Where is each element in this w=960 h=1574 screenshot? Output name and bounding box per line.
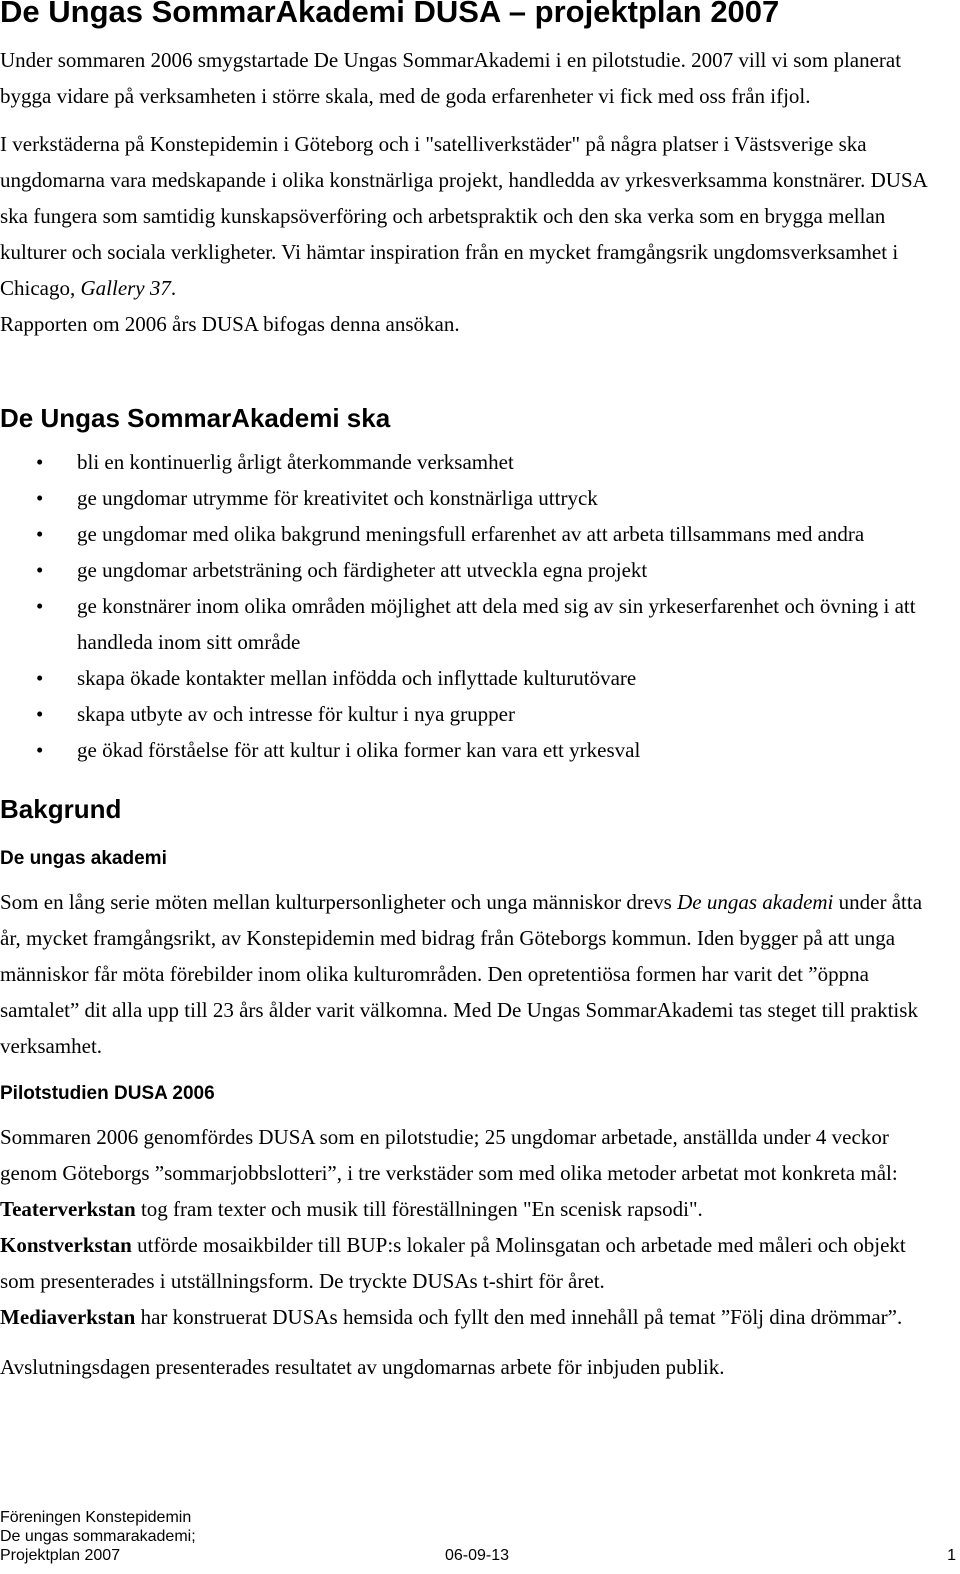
- bullet-icon: •: [36, 486, 44, 510]
- akademi-section: [0, 884, 930, 1064]
- workshop-name: Konstverkstan: [0, 1233, 132, 1257]
- pilot-section: [0, 1119, 930, 1385]
- page-number: 1: [947, 1547, 956, 1564]
- list-item: [0, 660, 940, 696]
- footer-project: De ungas sommarakademi;: [0, 1528, 196, 1545]
- goal-text: skapa ökade kontakter mellan infödda och inflyttade kulturutövare: [77, 666, 637, 690]
- workshop-description: har konstruerat DUSAs hemsida och fyllt den med innehåll på temat ”Följ dina drömmar”.: [135, 1305, 903, 1329]
- bullet-icon: •: [36, 738, 44, 762]
- intro-paragraph-2: [0, 126, 930, 306]
- workshop-name: Mediaverkstan: [0, 1305, 136, 1329]
- workshop-item: [0, 1227, 930, 1299]
- footer-document: Projektplan 2007: [0, 1547, 121, 1564]
- list-item: [0, 444, 940, 480]
- goal-text: ge konstnärer inom olika områden möjlighet att dela med sig av sin yrkeserfarenhet och övning i att handleda inom sitt område: [77, 594, 916, 654]
- goal-text: ge ungdomar arbetsträning och färdigheter att utveckla egna projekt: [77, 558, 648, 582]
- goal-text: ge ökad förståelse för att kultur i olika former kan vara ett yrkesval: [77, 738, 641, 762]
- list-item: [0, 480, 940, 516]
- workshop-description: utförde mosaikbilder till BUP:s lokaler på Molinsgatan och arbetade med måleri och objekt som presenterades i utställningsform. De tryckte DUSAs t-shirt för året.: [0, 1233, 906, 1293]
- bullet-icon: •: [36, 558, 44, 582]
- akademi-text-end: under åtta år, mycket framgångsrikt, av Konstepidemin med bidrag från Göteborgs kommun. Iden bygger på att unga människor får möta förebilder inom olika kulturområden. Den opretentiösa formen har varit det ”öppna samtalet” dit alla upp till 23 års ålder varit välkomna. Med De Ungas SommarAkademi tas steget till praktisk verksamhet.: [0, 890, 923, 1058]
- workshop-item: [0, 1191, 930, 1227]
- pilot-subheading: Pilotstudien DUSA 2006: [0, 1083, 215, 1104]
- de-ungas-akademi-reference: De ungas akademi: [677, 890, 834, 914]
- goal-text: bli en kontinuerlig årligt återkommande verksamhet: [77, 450, 514, 474]
- list-item: [0, 516, 940, 552]
- background-heading: Bakgrund: [0, 794, 122, 824]
- intro-section: [0, 42, 930, 342]
- intro-paragraph-2-end: .: [170, 276, 177, 300]
- footer-organization: Föreningen Konstepidemin: [0, 1509, 192, 1526]
- page-title: De Ungas SommarAkademi DUSA – projektplan 2007: [0, 0, 780, 29]
- workshop-description: tog fram texter och musik till föreställningen "En scenisk rapsodi".: [135, 1197, 703, 1221]
- list-item: [0, 732, 940, 768]
- akademi-subheading: De ungas akademi: [0, 848, 167, 869]
- list-item: [0, 552, 940, 588]
- workshop-name: Teaterverkstan: [0, 1197, 136, 1221]
- footer-date: 06-09-13: [445, 1547, 510, 1564]
- list-item: [0, 588, 940, 660]
- goals-heading: De Ungas SommarAkademi ska: [0, 403, 391, 433]
- goal-text: skapa utbyte av och intresse för kultur i nya grupper: [77, 702, 515, 726]
- goal-text: ge ungdomar utrymme för kreativitet och konstnärliga uttryck: [77, 486, 598, 510]
- intro-paragraph-2-text: I verkstäderna på Konstepidemin i Göteborg och i "satelliverkstäder" på några platser i Västsverige ska ungdomarna vara medskapande i olika konstnärliga projekt, handledda av yrkesverksamma konstnärer. DUSA ska fungera som samtidig kunskapsöverföring och arbetspraktik och den ska verka som en brygga mellan kulturer och sociala verkligheter. Vi hämtar inspiration från en mycket framgångsrik ungdomsverksamhet i Chicago,: [0, 132, 927, 300]
- bullet-icon: •: [36, 594, 44, 618]
- list-item: [0, 696, 940, 732]
- goal-text: ge ungdomar med olika bakgrund meningsfull erfarenhet av att arbeta tillsammans med andra: [77, 522, 865, 546]
- intro-paragraph-1: Under sommaren 2006 smygstartade De Ungas SommarAkademi i en pilotstudie. 2007 vill vi som planerat bygga vidare på verksamheten i större skala, med de goda erfarenheter vi fick med oss från ifjol.: [0, 48, 902, 108]
- goals-list: [0, 444, 940, 768]
- workshop-item: [0, 1299, 930, 1335]
- bullet-icon: •: [36, 522, 44, 546]
- bullet-icon: •: [36, 666, 44, 690]
- akademi-text-start: Som en lång serie möten mellan kulturpersonligheter och unga människor drevs: [0, 890, 678, 914]
- pilot-intro: Sommaren 2006 genomfördes DUSA som en pilotstudie; 25 ungdomar arbetade, anställda under 4 veckor genom Göteborgs ”sommarjobbslotteri”, i tre verkstäder som med olika metoder arbetat mot konkreta mål:: [0, 1125, 898, 1185]
- akademi-paragraph: [0, 884, 930, 1064]
- intro-paragraph-3: Rapporten om 2006 års DUSA bifogas denna ansökan.: [0, 312, 460, 336]
- bullet-icon: •: [36, 450, 44, 474]
- bullet-icon: •: [36, 702, 44, 726]
- gallery-37-reference: Gallery 37: [80, 276, 171, 300]
- page-footer: [0, 1508, 960, 1565]
- pilot-closing: Avslutningsdagen presenterades resultatet av ungdomarnas arbete för inbjuden publik.: [0, 1355, 725, 1379]
